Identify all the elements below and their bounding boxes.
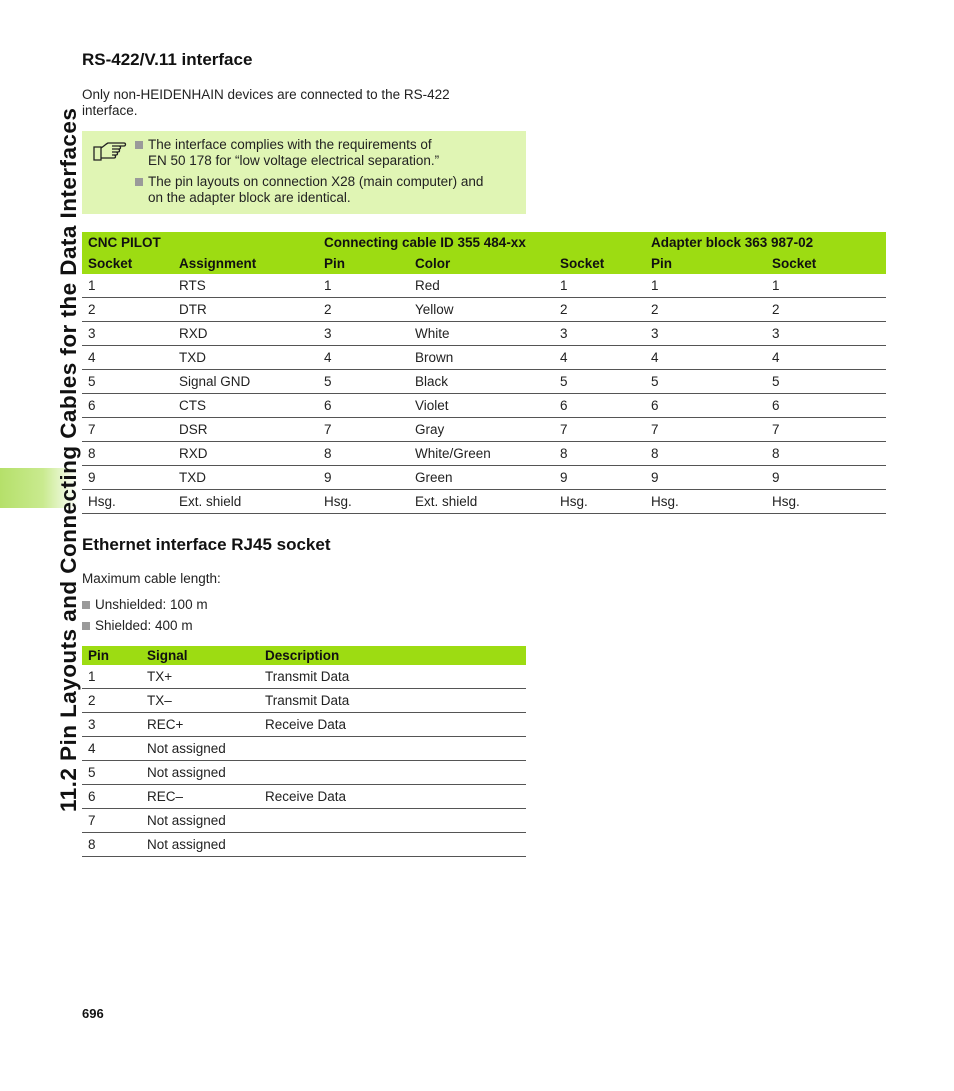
table-cell: TX– bbox=[141, 689, 259, 713]
table-cell: 2 bbox=[82, 298, 173, 322]
table-cell: 6 bbox=[82, 785, 141, 809]
table-cell: 5 bbox=[645, 370, 766, 394]
table-cell: RXD bbox=[173, 442, 318, 466]
table-cell: Transmit Data bbox=[259, 689, 526, 713]
note-item-2 bbox=[148, 174, 518, 206]
table-cell: Violet bbox=[409, 394, 554, 418]
table-cell: Hsg. bbox=[554, 490, 645, 514]
table-cell: 5 bbox=[318, 370, 409, 394]
table-cell: Not assigned bbox=[141, 737, 259, 761]
table-cell: 5 bbox=[82, 370, 173, 394]
table-cell: Hsg. bbox=[82, 490, 173, 514]
column-header: Socket bbox=[82, 253, 173, 274]
table-cell: Hsg. bbox=[766, 490, 886, 514]
note-item-2-line-2: on the adapter block are identical. bbox=[148, 190, 351, 205]
table-cell: 9 bbox=[766, 466, 886, 490]
table-cell: Green bbox=[409, 466, 554, 490]
page-number: 696 bbox=[82, 1006, 104, 1021]
table-cell: 3 bbox=[645, 322, 766, 346]
table-cell: CTS bbox=[173, 394, 318, 418]
table-cell: 3 bbox=[82, 322, 173, 346]
table-cell: Not assigned bbox=[141, 833, 259, 857]
table-cell: Transmit Data bbox=[259, 665, 526, 689]
table-cell: Receive Data bbox=[259, 713, 526, 737]
table-cell: 4 bbox=[82, 737, 141, 761]
table-cell: 7 bbox=[82, 809, 141, 833]
table-cell: White/Green bbox=[409, 442, 554, 466]
table-row bbox=[82, 298, 886, 322]
note-item-1-line-1: The interface complies with the requirements of bbox=[148, 137, 432, 152]
table-header-row bbox=[82, 646, 526, 665]
table-cell: Hsg. bbox=[645, 490, 766, 514]
note-item-2-line-1: The pin layouts on connection X28 (main computer) and bbox=[148, 174, 484, 189]
table-cell: 9 bbox=[645, 466, 766, 490]
table-row bbox=[82, 713, 526, 737]
table-cell: 8 bbox=[766, 442, 886, 466]
table-cell: 4 bbox=[766, 346, 886, 370]
rs422-intro-line-1: Only non-HEIDENHAIN devices are connected to the RS-422 bbox=[82, 87, 450, 102]
column-header: Color bbox=[409, 253, 554, 274]
ethernet-pin-table bbox=[82, 646, 526, 857]
table-cell: 7 bbox=[645, 418, 766, 442]
table-cell: 6 bbox=[554, 394, 645, 418]
column-header: Socket bbox=[554, 253, 645, 274]
table-row bbox=[82, 833, 526, 857]
table-cell: Signal GND bbox=[173, 370, 318, 394]
note-box bbox=[82, 131, 526, 214]
table-cell: 1 bbox=[318, 274, 409, 298]
table-cell: 4 bbox=[82, 346, 173, 370]
table-row bbox=[82, 418, 886, 442]
table-cell: RXD bbox=[173, 322, 318, 346]
column-header: Assignment bbox=[173, 253, 318, 274]
table-cell: White bbox=[409, 322, 554, 346]
list-item bbox=[82, 597, 208, 612]
table-row bbox=[82, 665, 526, 689]
table-cell: 4 bbox=[318, 346, 409, 370]
table-cell: 6 bbox=[318, 394, 409, 418]
group-header-adapter: Adapter block 363 987-02 bbox=[645, 232, 886, 253]
table-cell: 8 bbox=[82, 833, 141, 857]
table-cell: 8 bbox=[82, 442, 173, 466]
column-header: Description bbox=[259, 646, 526, 665]
table-cell: Gray bbox=[409, 418, 554, 442]
bullet-square-icon bbox=[135, 141, 143, 149]
table-cell bbox=[259, 761, 526, 785]
table-group-header-row bbox=[82, 232, 886, 253]
table-cell bbox=[259, 737, 526, 761]
table-cell: Not assigned bbox=[141, 809, 259, 833]
table-row bbox=[82, 274, 886, 298]
table-cell: 3 bbox=[82, 713, 141, 737]
bullet-square-icon bbox=[82, 622, 90, 630]
pointing-hand-icon bbox=[92, 139, 128, 170]
rs422-pin-table bbox=[82, 232, 886, 514]
table-cell: Receive Data bbox=[259, 785, 526, 809]
table-cell: 4 bbox=[645, 346, 766, 370]
table-row bbox=[82, 761, 526, 785]
column-header: Pin bbox=[82, 646, 141, 665]
table-cell: 9 bbox=[554, 466, 645, 490]
table-cell: 5 bbox=[554, 370, 645, 394]
table-cell: 3 bbox=[766, 322, 886, 346]
table-cell: DTR bbox=[173, 298, 318, 322]
ethernet-heading: Ethernet interface RJ45 socket bbox=[82, 535, 331, 554]
table-cell: DSR bbox=[173, 418, 318, 442]
bullet-text: Shielded: 400 m bbox=[95, 618, 193, 633]
table-cell: 2 bbox=[645, 298, 766, 322]
rs422-heading: RS-422/V.11 interface bbox=[82, 50, 253, 69]
column-header: Signal bbox=[141, 646, 259, 665]
column-header: Pin bbox=[318, 253, 409, 274]
table-cell: TXD bbox=[173, 346, 318, 370]
table-cell: 7 bbox=[318, 418, 409, 442]
bullet-text: Unshielded: 100 m bbox=[95, 597, 208, 612]
table-cell: 6 bbox=[82, 394, 173, 418]
column-header: Socket bbox=[766, 253, 886, 274]
table-cell: 3 bbox=[554, 322, 645, 346]
table-cell: 1 bbox=[766, 274, 886, 298]
table-cell: RTS bbox=[173, 274, 318, 298]
table-cell: Hsg. bbox=[318, 490, 409, 514]
table-cell: 2 bbox=[318, 298, 409, 322]
table-cell: 8 bbox=[645, 442, 766, 466]
group-header-cnc-pilot: CNC PILOT bbox=[82, 232, 318, 253]
column-header: Pin bbox=[645, 253, 766, 274]
table-cell: 7 bbox=[766, 418, 886, 442]
table-cell: 1 bbox=[645, 274, 766, 298]
table-cell: 2 bbox=[766, 298, 886, 322]
table-row bbox=[82, 809, 526, 833]
table-cell: 1 bbox=[82, 665, 141, 689]
table-cell: 9 bbox=[82, 466, 173, 490]
table-cell: REC+ bbox=[141, 713, 259, 737]
ethernet-table-body bbox=[82, 665, 526, 857]
bullet-square-icon bbox=[82, 601, 90, 609]
table-row bbox=[82, 466, 886, 490]
chapter-side-title: 11.2 Pin Layouts and Connecting Cables for the Data Interfaces bbox=[56, 107, 81, 812]
table-cell: Yellow bbox=[409, 298, 554, 322]
table-cell: 8 bbox=[554, 442, 645, 466]
table-header-row bbox=[82, 253, 886, 274]
list-item bbox=[82, 618, 193, 633]
table-cell: Black bbox=[409, 370, 554, 394]
table-row bbox=[82, 785, 526, 809]
table-row bbox=[82, 442, 886, 466]
table-cell bbox=[259, 833, 526, 857]
ethernet-intro: Maximum cable length: bbox=[82, 571, 221, 586]
table-row bbox=[82, 394, 886, 418]
table-cell: Red bbox=[409, 274, 554, 298]
note-item-1 bbox=[148, 137, 518, 169]
table-cell: REC– bbox=[141, 785, 259, 809]
table-cell: 2 bbox=[554, 298, 645, 322]
table-cell: Ext. shield bbox=[173, 490, 318, 514]
rs422-intro-line-2: interface. bbox=[82, 103, 138, 118]
table-cell: TX+ bbox=[141, 665, 259, 689]
group-header-cable: Connecting cable ID 355 484-xx bbox=[318, 232, 645, 253]
bullet-square-icon bbox=[135, 178, 143, 186]
table-cell: 1 bbox=[554, 274, 645, 298]
note-item-1-line-2: EN 50 178 for “low voltage electrical separation.” bbox=[148, 153, 440, 168]
table-cell: 1 bbox=[82, 274, 173, 298]
table-cell: 7 bbox=[554, 418, 645, 442]
table-row bbox=[82, 737, 526, 761]
table-row bbox=[82, 346, 886, 370]
table-cell: 5 bbox=[82, 761, 141, 785]
table-cell: Not assigned bbox=[141, 761, 259, 785]
table-cell: 5 bbox=[766, 370, 886, 394]
table-cell: 9 bbox=[318, 466, 409, 490]
table-row bbox=[82, 322, 886, 346]
table-cell: 8 bbox=[318, 442, 409, 466]
rs422-table-body bbox=[82, 274, 886, 514]
table-cell: Ext. shield bbox=[409, 490, 554, 514]
table-cell: TXD bbox=[173, 466, 318, 490]
table-cell: 6 bbox=[645, 394, 766, 418]
table-cell: 2 bbox=[82, 689, 141, 713]
table-cell: 4 bbox=[554, 346, 645, 370]
table-cell: 3 bbox=[318, 322, 409, 346]
table-cell bbox=[259, 809, 526, 833]
table-row bbox=[82, 490, 886, 514]
table-cell: 6 bbox=[766, 394, 886, 418]
table-cell: Brown bbox=[409, 346, 554, 370]
table-row bbox=[82, 370, 886, 394]
table-cell: 7 bbox=[82, 418, 173, 442]
table-row bbox=[82, 689, 526, 713]
